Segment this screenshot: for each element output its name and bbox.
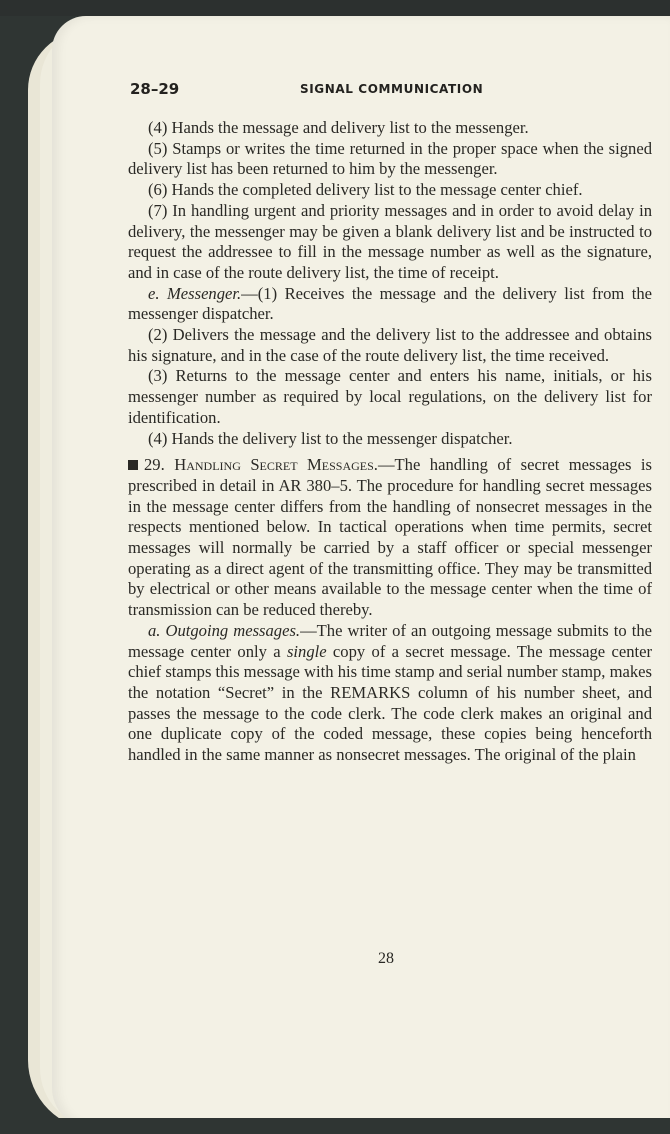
header-page-range: 28–29 xyxy=(130,80,180,98)
section-29-number: 29. xyxy=(144,455,165,475)
paragraph-6: (6) Hands the completed delivery list to the message center chief. xyxy=(148,180,583,200)
section-29 xyxy=(128,455,652,621)
e-messenger-label: e. Messenger. xyxy=(148,283,242,303)
running-head xyxy=(130,80,660,102)
a-outgoing-label: a. Outgoing messages. xyxy=(148,620,301,640)
header-section-title: SIGNAL COMMUNICATION xyxy=(300,82,484,96)
paragraph-e-messenger xyxy=(128,284,652,325)
paragraph-5: (5) Stamps or writes the time returned in the proper space when the signed delivery list has been returned to him by the messenger. xyxy=(128,138,652,179)
section-29-text: —The handling of secret messages is prescribed in detail in AR 380–5. The procedure for handling secret messages in the message center differs from the handling of nonsecret messages in the respects mentioned below. In tactical operations when time permits, secret messages will normally be carried by a staff officer or special messenger operating as a direct agent of the transmitting office. They may be transmitted by electrical or other means available to the message center when the time of transmission can be reduced thereby. xyxy=(128,455,652,620)
section-29-title: Handling Secret Messages. xyxy=(174,455,378,475)
section-bullet-icon xyxy=(128,460,138,470)
paragraph-e2: (2) Delivers the message and the delivery list to the addressee and obtains his signature, and in the case of the route delivery list, the time received. xyxy=(128,325,652,365)
e-messenger-text: —(1) Receives the message and the delivery list from the messenger dispatcher. xyxy=(128,283,653,324)
footer-page-number: 28 xyxy=(378,950,394,967)
dark-background-top xyxy=(0,0,670,16)
paragraph-e3: (3) Returns to the message center and enters his name, initials, or his messenger number as required by local regulations, on the delivery list for identification. xyxy=(128,366,652,427)
body-text xyxy=(128,118,652,766)
a-outgoing-text-1: —The writer of an outgoing message submits to the message center only a xyxy=(128,620,652,661)
paragraph-e4: (4) Hands the delivery list to the messenger dispatcher. xyxy=(148,428,513,448)
paragraph-a-outgoing xyxy=(128,621,652,766)
paragraph-4: (4) Hands the message and delivery list to the messenger. xyxy=(148,118,529,137)
paragraph-7: (7) In handling urgent and priority messages and in order to avoid delay in delivery, the messenger may be given a blank delivery list and be instructed to request the addressee to fill in the message number as well as the signature, and in case of the route delivery list, the time of receipt. xyxy=(128,200,652,282)
a-outgoing-text-2: copy of a secret message. The message center chief stamps this message with his time stamp and serial number stamp, makes the notation “Secret” in the REMARKS column of his number sheet, and passes the message to the code clerk. The code clerk makes an original and one duplicate copy of the coded message, these copies being henceforth handled in the same manner as nonsecret messages. The original of the plain xyxy=(128,641,652,765)
a-single-word: single xyxy=(286,641,327,661)
bottom-dark-edge xyxy=(40,1118,670,1134)
